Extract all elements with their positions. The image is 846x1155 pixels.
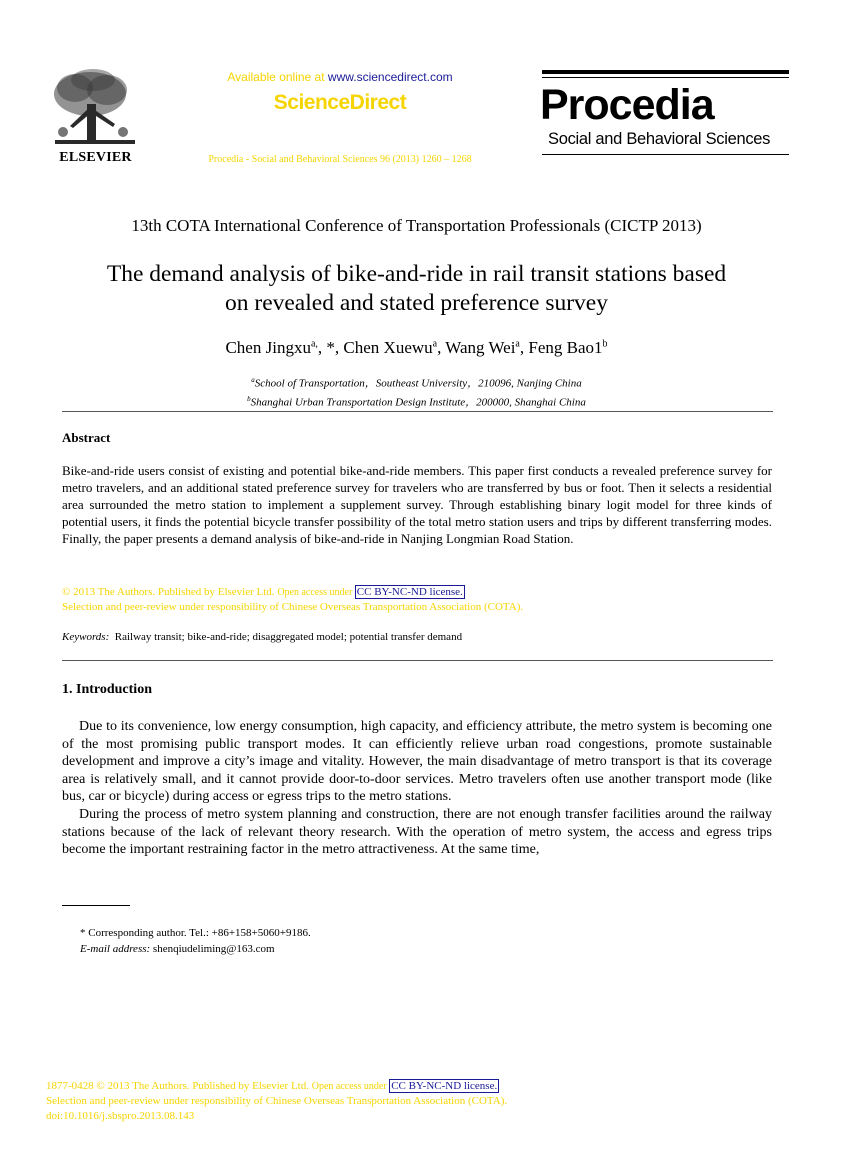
- affiliation-b: [60, 392, 773, 411]
- email-label: E-mail address:: [80, 943, 151, 955]
- author-sup: a: [515, 338, 520, 350]
- copyright-text: © 2013 The Authors. Published by Elsevier Ltd.: [62, 586, 278, 598]
- footer-open-access: Open access under: [311, 1081, 390, 1092]
- corresponding-author: * Corresponding author. Tel.: +86+158+5060+9186.: [80, 927, 311, 939]
- journal-reference: Procedia - Social and Behavioral Sciences 96 (2013) 1260 – 1268: [208, 154, 472, 165]
- footnote-rule: [62, 905, 130, 906]
- paragraph: During the process of metro system planning and construction, there are not enough transfer facilities around the railway stations because of the lack of relevant theory research. With the operation of metro system, the access and egress trips become the important restraining factor in the metro attractiveness. At the same time,: [62, 806, 772, 858]
- introduction-body: [62, 718, 772, 859]
- footnote: [80, 925, 770, 957]
- paper-title: [60, 260, 773, 318]
- author-name: , Feng Bao1: [519, 338, 603, 357]
- affiliations: [60, 373, 773, 410]
- doi[interactable]: doi:10.1016/j.sbspro.2013.08.143: [46, 1110, 195, 1122]
- email-line: [80, 941, 770, 957]
- keywords-label: Keywords:: [62, 631, 110, 643]
- page-footer-copyright: [46, 1079, 746, 1124]
- keywords-text: Railway transit; bike-and-ride; disaggregated model; potential transfer demand: [114, 631, 463, 643]
- copyright-line2: Selection and peer-review under responsibility of Chinese Overseas Transportation Association (COTA).: [62, 601, 524, 613]
- procedia-title: Procedia: [540, 81, 714, 129]
- footer-line1: [46, 1079, 746, 1094]
- affiliation-text: Shanghai Urban Transportation Design Institute，200000, Shanghai China: [250, 396, 586, 409]
- abstract-rule-bottom: [62, 660, 773, 661]
- affiliation-a: [60, 373, 773, 392]
- procedia-rule-bottom: [542, 154, 789, 155]
- author-sup: a,: [310, 338, 318, 350]
- affiliation-sup: b: [247, 394, 251, 403]
- email-address: shenqiudeliming@163.com: [150, 943, 275, 955]
- availability-line: [150, 70, 530, 84]
- procedia-subtitle: Social and Behavioral Sciences: [548, 130, 771, 148]
- sciencedirect-link[interactable]: www.sciencedirect.com: [327, 70, 453, 84]
- publisher-logo-text: ELSEVIER: [59, 150, 132, 165]
- sciencedirect-wordmark: ScienceDirect: [273, 91, 407, 114]
- paragraph: Due to its convenience, low energy consumption, high capacity, and efficiency attribute, the metro system is becoming one of the most promising public transport modes. It can efficiently relieve urban road congestions, promote sustainable development and improve a city’s image and vitality. However, the main disadvantage of metro transport is that its coverage area is relatively small, and it cannot provide door-to-door services. Metro travelers often use another transport mode (like bus, car or bicycle) during access or egress trips to the metro stations.: [62, 719, 772, 805]
- procedia-rule-top: [542, 70, 789, 74]
- footer-copyright-text: 1877-0428 © 2013 The Authors. Published by Elsevier Ltd.: [46, 1080, 312, 1092]
- license-link[interactable]: CC BY-NC-ND license.: [356, 586, 463, 598]
- footer-line2: Selection and peer-review under responsibility of Chinese Overseas Transportation Association (COTA).: [46, 1095, 508, 1107]
- author-name: Chen Jingxu: [225, 338, 311, 357]
- author-sup: a: [432, 338, 438, 350]
- paper-title-line2: on revealed and stated preference survey: [225, 290, 608, 316]
- abstract-heading: Abstract: [62, 430, 111, 445]
- author-name: , Chen Xuewu: [334, 338, 433, 357]
- footer-license-link[interactable]: CC BY-NC-ND license.: [391, 1080, 498, 1092]
- affiliation-sup: a: [251, 376, 255, 384]
- author-sup: b: [602, 338, 608, 350]
- author-list: [60, 338, 773, 358]
- author-name: , Wang Wei: [437, 338, 516, 357]
- section-heading-introduction: 1. Introduction: [62, 682, 152, 697]
- open-access-text: Open access under: [277, 587, 355, 598]
- procedia-rule-thin: [542, 77, 789, 78]
- copyright-notice: [62, 585, 772, 615]
- conference-name: 13th COTA International Conference of Transportation Professionals (CICTP 2013): [131, 216, 702, 235]
- keywords: [62, 631, 772, 643]
- copyright-line1: [62, 585, 772, 600]
- author-star: , *: [317, 338, 335, 357]
- available-prefix: Available online at: [227, 70, 328, 84]
- paper-title-line1: The demand analysis of bike-and-ride in rail transit stations based: [106, 261, 727, 287]
- abstract-body: Bike-and-ride users consist of existing and potential bike-and-ride members. This paper first conducts a revealed preference survey for metro travelers, and an additional stated preference survey for travelers who are transferred by bus or foot. Then it selects a residential area surrounded the metro station to implement a supplement survey. Through establishing binary logit model for three kinds of potential users, it finds the potential bicycle transfer possibility of the total metro station users and trips by different transferring modes. Finally, the paper presents a demand analysis of bike-and-ride in Nanjing Longmian Road Station.: [62, 463, 772, 546]
- abstract-rule-top: [62, 411, 773, 412]
- affiliation-text: School of Transportation，Southeast University，210096, Nanjing China: [254, 377, 582, 390]
